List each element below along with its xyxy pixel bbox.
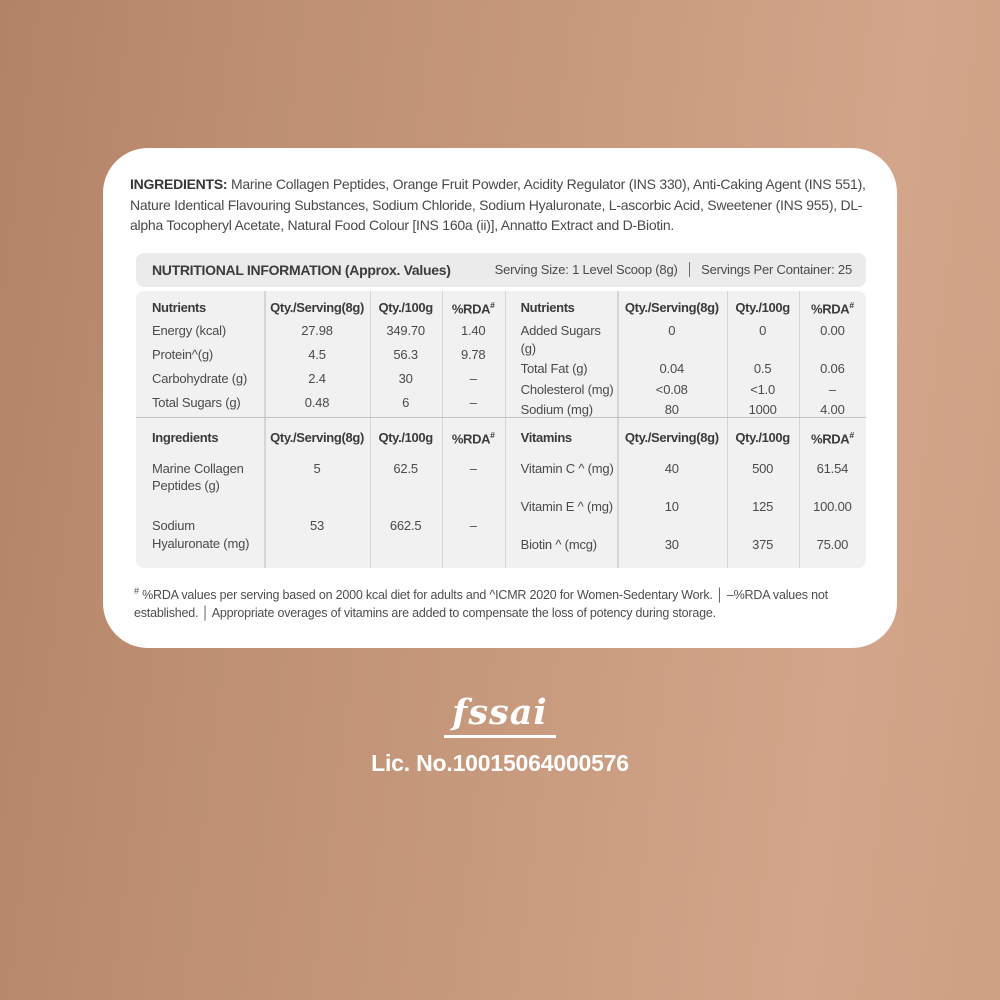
value-cell: 30 [398, 371, 413, 387]
column-header: %RDA# [811, 429, 854, 446]
table-row [136, 369, 505, 393]
ingredients-label: INGREDIENTS: [130, 176, 228, 192]
column-divider [370, 418, 372, 568]
value-cell: 75.00 [816, 537, 849, 553]
row-label: Marine Collagen Peptides (g) [152, 460, 244, 494]
column-divider [264, 291, 266, 417]
value-cell: 10 [664, 499, 679, 515]
value-cell: – [469, 395, 477, 411]
row-label: Biotin ^ (mcg) [520, 537, 597, 553]
table-row [505, 379, 866, 400]
column-header: Qty./100g [378, 300, 433, 316]
panel-title-bar [136, 253, 866, 287]
nutrients-section [136, 291, 866, 417]
table-row [136, 393, 505, 417]
table-header-row [505, 291, 866, 321]
value-cell: <0.08 [655, 381, 688, 397]
value-cell: 125 [752, 499, 774, 515]
column-header: Qty./100g [735, 430, 790, 446]
value-cell: 27.98 [301, 323, 333, 339]
value-cell: 30 [664, 537, 679, 553]
value-cell: 4.5 [308, 347, 326, 363]
value-cell: 0 [668, 323, 676, 339]
label-card [103, 148, 897, 648]
serving-size-text: Serving Size: 1 Level Scoop (8g) [494, 262, 678, 277]
column-divider [727, 291, 729, 417]
nutrients-table-right [505, 291, 866, 421]
value-cell: 100.00 [813, 499, 852, 515]
footnote-body: %RDA values per serving based on 2000 kcal diet for adults and ^ICMR 2020 for Women-Sedentary Work. │ –%RDA values not established. │ Appropriate overages of vitamins are added to compensate the loss of potency during storage. [134, 587, 828, 621]
column-divider [442, 418, 444, 568]
ingredients-text [130, 174, 870, 236]
column-header: %RDA# [451, 429, 495, 446]
table-row [505, 453, 866, 491]
column-divider [617, 291, 619, 417]
column-divider [505, 418, 507, 568]
servings-per-container-text: Servings Per Container: 25 [701, 262, 852, 277]
value-cell: 53 [309, 518, 325, 534]
table-row [505, 321, 866, 359]
row-label: Carbohydrate (g) [152, 371, 248, 387]
table-row [136, 321, 505, 345]
vitamins-table [505, 418, 866, 568]
row-label: Cholesterol (mg) [520, 381, 614, 397]
value-cell: 0.5 [753, 361, 772, 377]
value-cell: 0.48 [304, 395, 330, 411]
nutrients-table-left [136, 291, 505, 417]
footnote-marker: # [134, 585, 139, 596]
column-header: Qty./100g [735, 300, 790, 316]
fssai-logo: fssai [444, 695, 555, 738]
row-label: Vitamin C ^ (mg) [520, 460, 614, 476]
ingredients-body: Marine Collagen Peptides, Orange Fruit Powder, Acidity Regulator (INS 330), Anti-Caking Agent (INS 551), Nature Identical Flavouring Substances, Sodium Chloride, Sodium Hyaluronate, L-ascorbic Acid, Sweetener (INS 955), DL-alpha Tocopheryl Acetate, Natural Food Colour [INS 160a (ii)], Annatto Extract and D-Biotin. [130, 176, 866, 233]
column-divider [370, 291, 372, 417]
column-header: Ingredients [152, 430, 219, 446]
panel-title: NUTRITIONAL INFORMATION (Approx. Values) [152, 261, 451, 278]
ingredients-vitamins-section [136, 417, 866, 568]
column-divider [799, 418, 801, 568]
value-cell: – [828, 381, 836, 397]
row-label: Sodium Hyaluronate (mg) [152, 518, 250, 551]
table-header-row [136, 291, 505, 321]
value-cell: 9.78 [460, 347, 486, 363]
column-header: Nutrients [152, 300, 206, 316]
value-cell: 40 [664, 460, 679, 476]
value-cell: 0.06 [820, 361, 845, 377]
row-label: Vitamin E ^ (mg) [520, 499, 613, 515]
serving-info [495, 262, 852, 277]
column-header: Qty./Serving(8g) [624, 300, 719, 316]
nutrition-panel [136, 253, 866, 568]
value-cell: 375 [752, 537, 774, 553]
column-header: Qty./100g [378, 430, 433, 446]
value-cell: 662.5 [389, 518, 422, 534]
table-row [505, 359, 866, 380]
column-header: Qty./Serving(8g) [270, 430, 364, 446]
value-cell: 500 [752, 460, 774, 476]
value-cell: 2.4 [308, 371, 326, 387]
footnote-text [134, 582, 868, 623]
column-divider [505, 291, 507, 417]
column-header: Qty./Serving(8g) [270, 300, 364, 316]
column-header: %RDA# [811, 299, 854, 316]
nutrition-table-block [136, 291, 866, 568]
value-cell: 6 [402, 395, 410, 411]
table-row [136, 510, 505, 567]
value-cell: 61.54 [816, 460, 849, 476]
vertical-divider [689, 262, 691, 277]
value-cell: 80 [664, 402, 679, 418]
row-label: Added Sugars (g) [520, 323, 601, 356]
column-divider [799, 291, 801, 417]
table-header-row [505, 418, 866, 453]
column-divider [727, 418, 729, 568]
value-cell: 0.04 [659, 361, 685, 377]
value-cell: 56.3 [393, 347, 418, 363]
row-label: Energy (kcal) [152, 323, 226, 339]
column-header: Qty./Serving(8g) [624, 430, 719, 446]
column-divider [617, 418, 619, 568]
value-cell: <1.0 [750, 381, 776, 397]
column-divider [264, 418, 266, 568]
column-header: %RDA# [451, 299, 495, 316]
fssai-block [0, 692, 1000, 777]
row-label: Sodium (mg) [520, 402, 593, 418]
table-header-row [136, 418, 505, 453]
column-header: Vitamins [520, 430, 572, 446]
value-cell: – [469, 518, 477, 534]
table-row [136, 453, 505, 510]
fssai-license-number: Lic. No.10015064000576 [371, 750, 629, 776]
row-label: Total Sugars (g) [152, 395, 241, 411]
value-cell: 5 [313, 460, 321, 476]
table-row [505, 491, 866, 529]
value-cell: – [469, 371, 477, 387]
value-cell: – [469, 460, 477, 476]
value-cell: 62.5 [393, 460, 418, 476]
value-cell: 4.00 [820, 402, 845, 418]
value-cell: 1000 [748, 402, 777, 418]
table-row [505, 529, 866, 567]
value-cell: 0 [759, 323, 767, 339]
ingredients-table [136, 418, 505, 568]
value-cell: 349.70 [386, 323, 425, 339]
value-cell: 0.00 [820, 323, 845, 339]
value-cell: 1.40 [460, 323, 486, 339]
row-label: Total Fat (g) [520, 361, 588, 377]
row-label: Protein^(g) [152, 347, 213, 363]
table-row [136, 345, 505, 369]
column-header: Nutrients [520, 300, 575, 316]
column-divider [442, 291, 444, 417]
